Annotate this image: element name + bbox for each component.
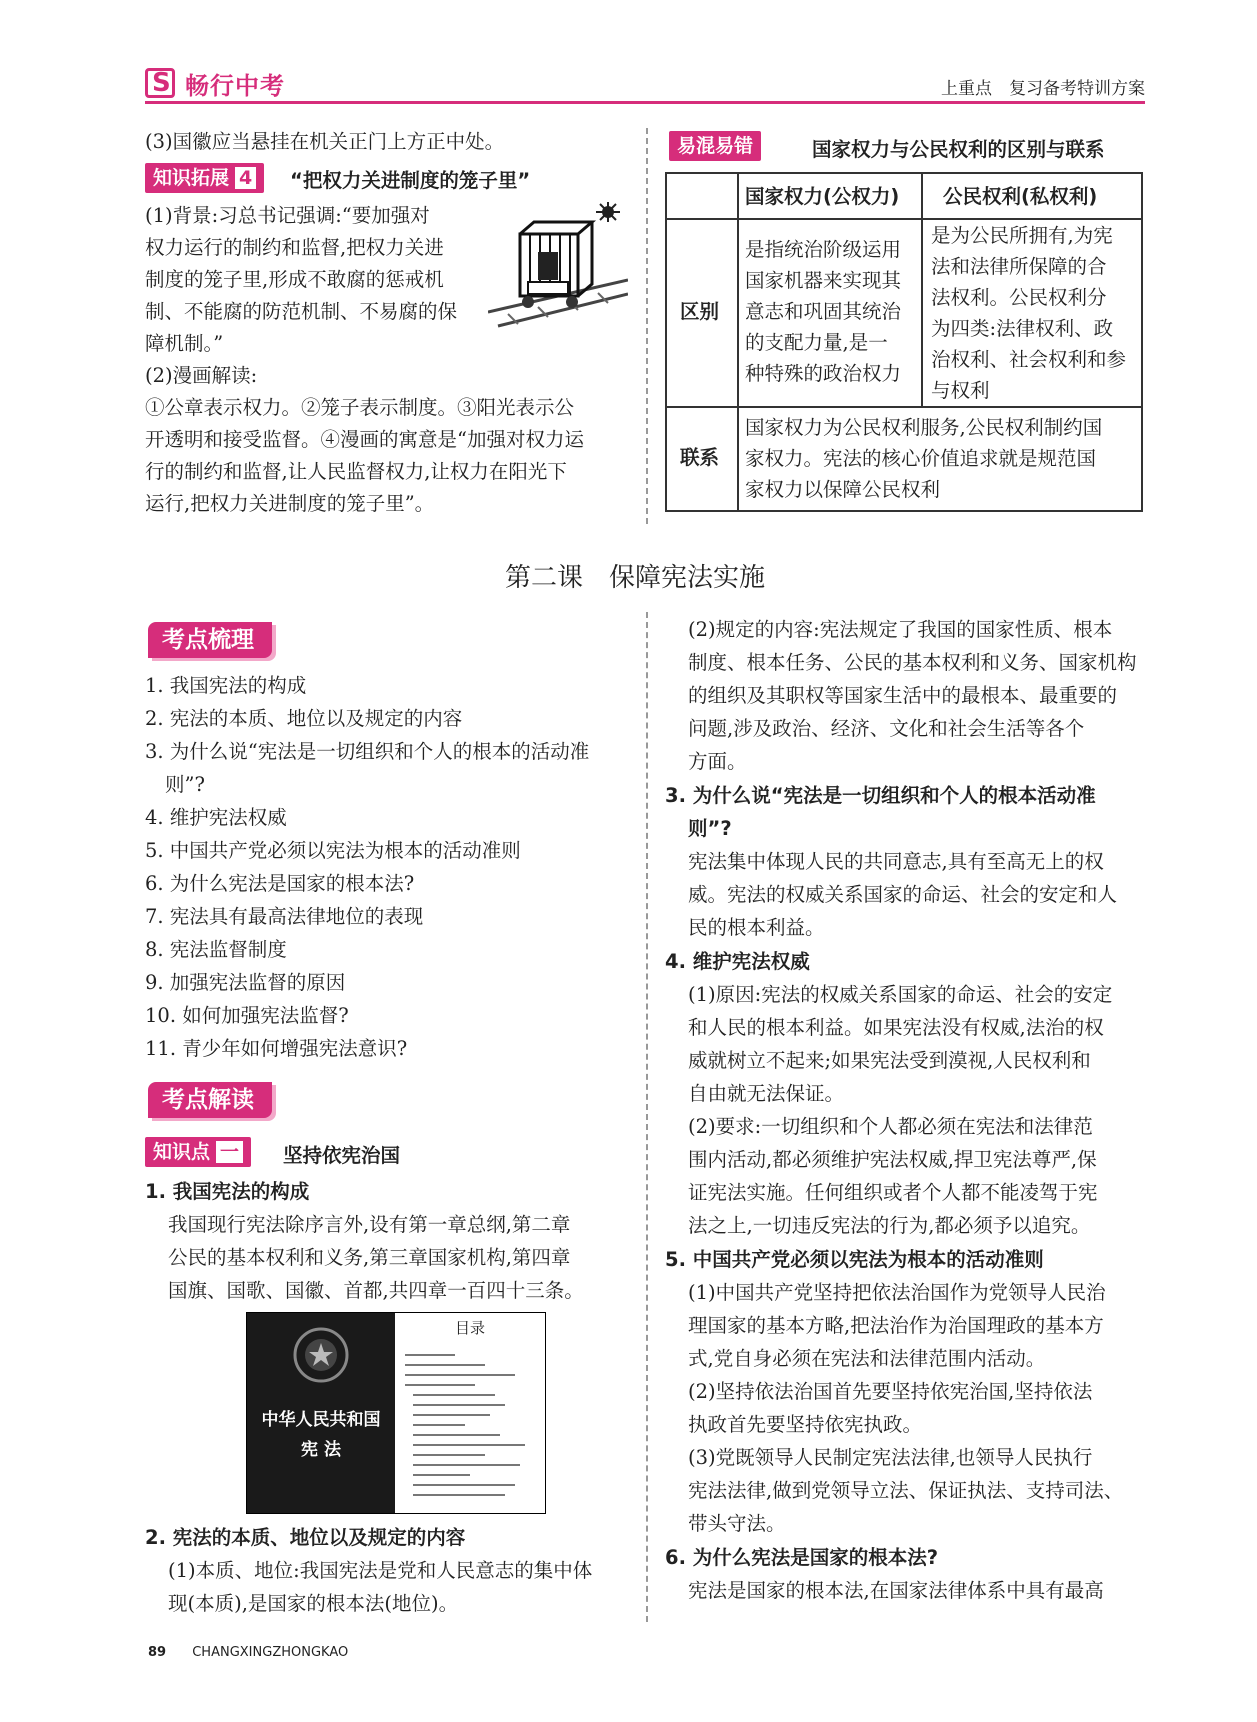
constitution-cover: 中华人民共和国 宪 法 [247, 1313, 395, 1513]
list-item: 则”? [165, 773, 205, 796]
column-divider-bottom [646, 612, 648, 1622]
national-emblem-icon [247, 1313, 395, 1403]
list-item: 3. 为什么说“宪法是一切组织和个人的根本的活动准 [145, 740, 590, 763]
header-subtitle: 上重点 复习备考特训方案 [941, 79, 1145, 99]
list-item: 4. 维护宪法权威 [145, 806, 287, 829]
list-item: 7. 宪法具有最高法律地位的表现 [145, 905, 424, 928]
table-row-difference: 区别 [680, 300, 720, 323]
list-item: 2. 宪法的本质、地位以及规定的内容 [145, 707, 463, 730]
table-row-connection: 联系 [680, 446, 720, 469]
list-item: 9. 加强宪法监督的原因 [145, 971, 346, 994]
list-item: 11. 青少年如何增强宪法意识? [145, 1037, 408, 1060]
page-footer [148, 1645, 348, 1660]
comparison-title: 国家权力与公民权利的区别与联系 [812, 138, 1105, 161]
section-banner-analysis: 考点解读 [148, 1082, 272, 1118]
header-rule [145, 101, 1145, 104]
page-header [145, 66, 1145, 102]
fundamental-law-text: 宪法是国家的根本法,在国家法律体系中具有最高 [688, 1579, 1104, 1602]
list-item: 1. 我国宪法的构成 [145, 674, 307, 697]
contents-lines [395, 1313, 545, 1513]
table-header-state-power: 国家权力(公权力) [745, 185, 900, 208]
page-number: 89 [148, 1645, 167, 1660]
lesson-title: 第二课 保障宪法实施 [505, 563, 766, 593]
knowledge-point-tag: 知识点 一 [145, 1137, 251, 1167]
knowledge-extension-title: “把权力关进制度的笼子里” [290, 169, 531, 192]
section-banner-outline: 考点梳理 [148, 622, 272, 658]
list-item: 10. 如何加强宪法监督? [145, 1004, 349, 1027]
constitution-book-image [246, 1312, 546, 1514]
cage-cartoon-illustration [488, 202, 628, 328]
logo-icon: S [145, 68, 175, 98]
list-item: 8. 宪法监督制度 [145, 938, 287, 961]
column-divider-top [646, 128, 648, 524]
heading-party-constitution: 5. 中国共产党必须以宪法为根本的活动准则 [665, 1248, 1044, 1271]
emblem-note: (3)国徽应当悬挂在机关正门上方正中处。 [145, 130, 505, 153]
knowledge-extension-tag: 知识拓展 4 [145, 163, 264, 193]
list-item: 6. 为什么宪法是国家的根本法? [145, 872, 415, 895]
brand-name: 畅行中考 [185, 72, 285, 100]
constitution-contents: 目录 [395, 1313, 545, 1513]
footer-text: CHANGXINGZHONGKAO [192, 1645, 349, 1660]
comic-heading: (2)漫画解读: [145, 364, 258, 387]
list-item: 5. 中国共产党必须以宪法为根本的活动准则 [145, 839, 521, 862]
heading-constitution-nature: 2. 宪法的本质、地位以及规定的内容 [145, 1526, 466, 1549]
sun-icon [596, 202, 620, 222]
heading-constitution-structure: 1. 我国宪法的构成 [145, 1180, 310, 1203]
comparison-table: 国家权力(公权力) 公民权利(私权利) 区别 联系 是指统治阶级运用 国家机器来实现其 意志和巩固其统治 的支配力量,是一 种特殊的政治权力 是为公民所拥有,为宪 法和法律所保障的合 法权利。公民权利分 为四类:法律权利、政 治权利、社会权利和参 与权利 国家权力为公民权利服务,公民权利制约国 家权力。宪法的核心价值追求就是规范国 家权力以保障公民权利 [665, 172, 1143, 512]
heading-uphold-authority: 4. 维护宪法权威 [665, 950, 810, 973]
confusing-points-tag: 易混易错 [669, 131, 761, 161]
heading-fundamental-law: 6. 为什么宪法是国家的根本法? [665, 1546, 939, 1569]
table-header-citizen-rights: 公民权利(私权利) [943, 185, 1098, 208]
knowledge-point-title: 坚持依宪治国 [283, 1144, 401, 1167]
